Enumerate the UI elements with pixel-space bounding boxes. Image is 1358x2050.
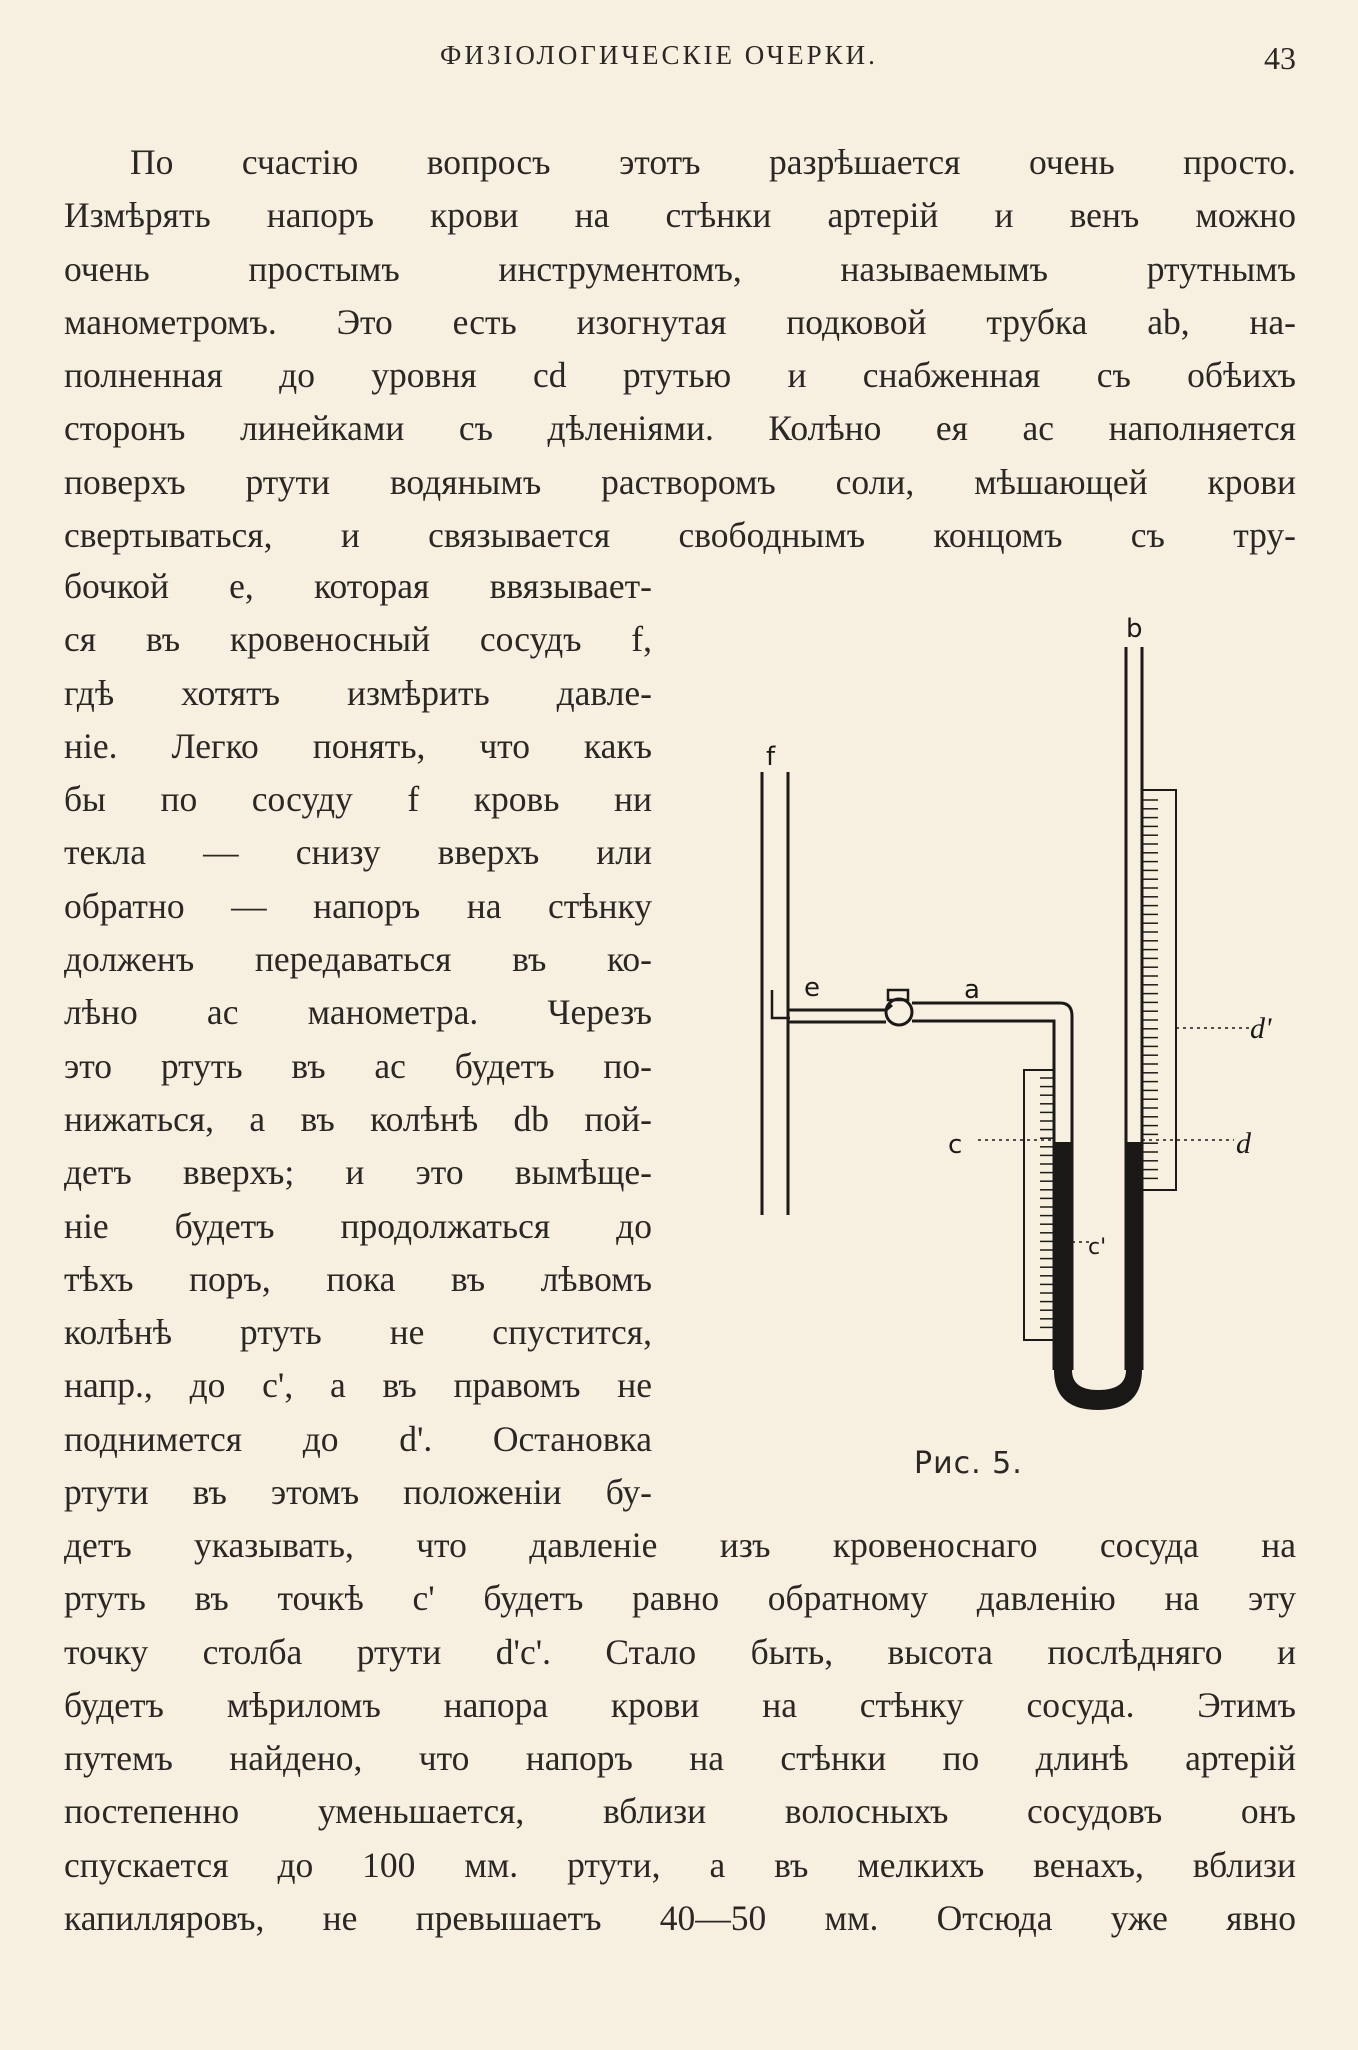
tube-e-top	[788, 1005, 892, 1010]
label-c: c	[948, 1130, 963, 1160]
text-line: бочкой e, которая ввязывает-	[64, 566, 652, 606]
text-line: напр., до c', а въ правомъ не	[64, 1365, 652, 1406]
page-number: 43	[1264, 40, 1296, 76]
text-line: постепенно уменьшается, вблизи волосныхъ сосудовъ онъ	[64, 1791, 1296, 1832]
running-title: ФИЗІОЛОГИЧЕСКІЕ ОЧЕРКИ.	[440, 40, 878, 70]
text-line: сторонъ линейками съ дѣленіями. Колѣно ея ac наполняется	[64, 408, 1296, 449]
text-line: ся въ кровеносный сосудъ f,	[64, 619, 652, 660]
text-line: нижаться, а въ колѣнѣ db пой-	[64, 1098, 652, 1139]
label-e: e	[804, 973, 820, 1003]
label-f: f	[766, 742, 776, 772]
arm-bottom	[912, 1021, 1054, 1065]
paragraph-side	[64, 560, 652, 1519]
text-line: ртути въ этомъ положеніи бу-	[64, 1472, 652, 1513]
text-line: манометромъ. Это есть изогнутая подковой трубка ab, на-	[64, 301, 1296, 342]
text-line: детъ вверхъ; и это вымѣще-	[64, 1152, 652, 1193]
label-d-prime: d'	[1250, 1012, 1272, 1045]
text-line: свертываться, и связывается свободнымъ концомъ съ тру-	[64, 515, 1296, 556]
figure-caption: Рис. 5.	[914, 1446, 1023, 1481]
text-line: Измѣрять напоръ крови на стѣнки артерій и венъ можно	[64, 195, 1296, 236]
text-line: поднимется до d'. Остановка	[64, 1418, 652, 1459]
mercury-bend	[1054, 1370, 1142, 1410]
text-line: точку столба ртути d'c'. Стало быть, высота послѣдняго и	[64, 1631, 1296, 1672]
text-line: ртуть въ точкѣ c' будетъ равно обратному давленію на эту	[64, 1578, 1296, 1619]
text-line: колѣнѣ ртуть не спустится,	[64, 1312, 652, 1353]
arm-top	[912, 1003, 1072, 1065]
text-line: спускается до 100 мм. ртути, а въ мелкихъ венахъ, вблизи	[64, 1844, 1296, 1885]
text-line: путемъ найдено, что напоръ на стѣнки по длинѣ артерій	[64, 1738, 1296, 1779]
label-d: d	[1236, 1127, 1251, 1160]
text-line: детъ указывать, что давленіе изъ кровеноснаго сосуда на	[64, 1525, 1296, 1565]
text-line: По счастію вопросъ этотъ разрѣшается очень просто.	[130, 142, 1296, 182]
text-line: долженъ передаваться въ ко-	[64, 939, 652, 980]
text-line: ніе. Легко понять, что какъ	[64, 725, 652, 766]
label-b: b	[1126, 614, 1143, 644]
text-line: это ртуть въ ac будетъ по-	[64, 1045, 652, 1086]
left-scale	[1024, 1070, 1054, 1340]
text-line: обратно — напоръ на стѣнку	[64, 885, 652, 926]
text-line: текла — снизу вверхъ или	[64, 832, 652, 873]
text-line: поверхъ ртути водянымъ растворомъ соли, мѣшающей крови	[64, 461, 1296, 502]
mercury-left	[1054, 1142, 1072, 1370]
manometer-diagram	[742, 590, 1322, 1490]
label-a: a	[964, 975, 980, 1005]
paragraph-bottom	[64, 1519, 1296, 1945]
right-scale	[1142, 790, 1176, 1190]
mercury-right	[1126, 1142, 1142, 1370]
paragraph-top	[64, 136, 1296, 562]
page-header	[0, 40, 1358, 86]
text-line: тѣхъ поръ, пока въ лѣвомъ	[64, 1258, 652, 1299]
manometer-figure	[742, 590, 1322, 1490]
label-c-prime: c'	[1088, 1235, 1107, 1260]
text-line: гдѣ хотятъ измѣрить давле-	[64, 672, 652, 713]
text-line: будетъ мѣриломъ напора крови на стѣнку сосуда. Этимъ	[64, 1684, 1296, 1725]
text-line: очень простымъ инструментомъ, называемымъ ртутнымъ	[64, 248, 1296, 289]
text-line: ніе будетъ продолжаться до	[64, 1205, 652, 1246]
text-line: капилляровъ, не превышаетъ 40—50 мм. Отсюда уже явно	[64, 1898, 1296, 1939]
text-line: лѣно ac манометра. Черезъ	[64, 992, 652, 1033]
text-line: полненная до уровня cd ртутью и снабженная съ обѣихъ	[64, 355, 1296, 396]
stopcock-valve	[886, 999, 912, 1025]
text-line: бы по сосуду f кровь ни	[64, 779, 652, 820]
